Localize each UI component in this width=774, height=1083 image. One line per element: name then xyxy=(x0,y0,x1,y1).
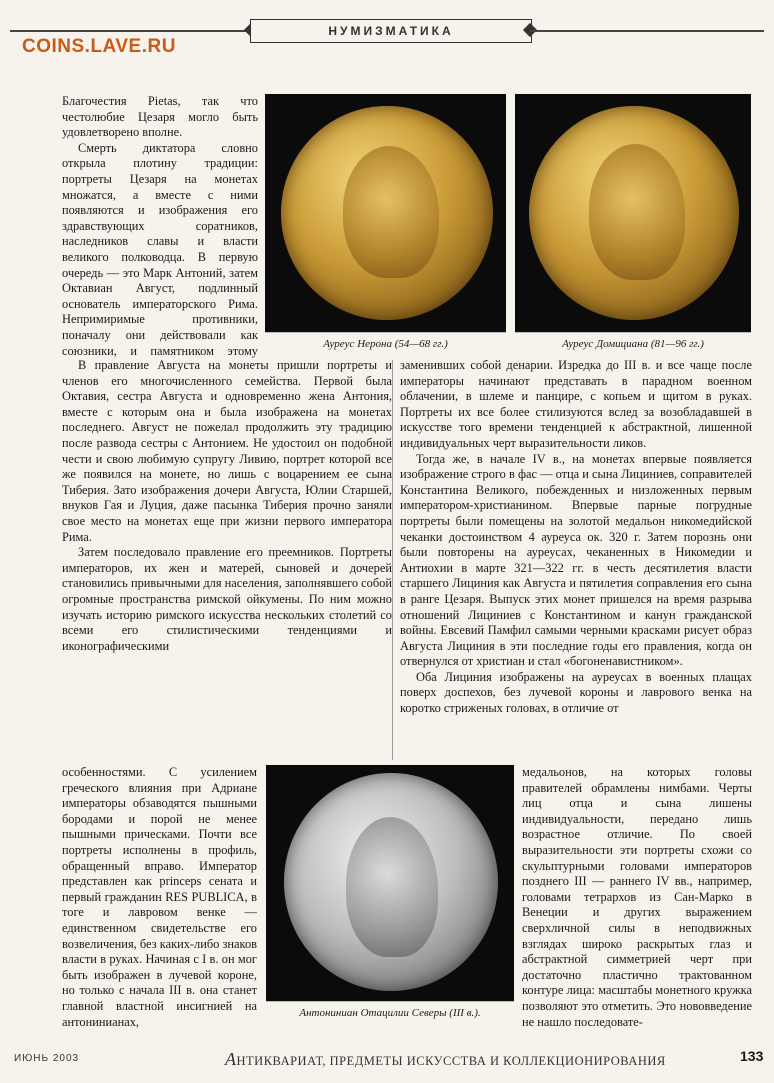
issue-date: ИЮНЬ 2003 xyxy=(14,1053,80,1064)
coin-image xyxy=(529,106,739,320)
journal-title-initial: А xyxy=(225,1049,237,1069)
column-divider xyxy=(392,360,393,760)
coin-image xyxy=(284,773,498,991)
page-number: 133 xyxy=(740,1048,764,1064)
paragraph: заменивших собой денарии. Изредка до III в. и все чаще после императоры начинают представать в парадном военном облачении, в шлеме и панцире, с копьем и щитом в руках. Портреты их все более стилизуются вслед за возобладавшей в искусстве того времени тенденцией к абстрактной, лишенной индивидуальных черт выразительности ликов. xyxy=(400,358,752,450)
paragraph: особенностями. С усилением греческого влияния при Адриане императоры обзаводятся пышными бородами и порой не менее пышными прическами. Почти все портреты исполнены в профиль, обращенный вправо. Император представлен как princeps сената и первый гражданин RES PUBLICA, в тоге и лавровом венке — единственном свидетельстве его возвеличения, без каких-либо знаков власти в руках. Начиная с I в. он мог быть изображен в лучевой короне, но только с начала III в. она станет главной властной инсигнией на антониниaнах, xyxy=(62,765,257,1029)
caption-otacilia: Антониниан Отацилии Северы (III в.). xyxy=(266,1001,514,1024)
paragraph: Благочестия Pietas, так что честолюбие Цезаря могло быть удовлетворено вполне. xyxy=(62,94,258,140)
photo-aureus-domitian xyxy=(515,94,751,332)
paragraph: Тогда же, в начале IV в., на монетах впервые появляется изображение строго в фас — отца и сына Лициниев, соправителей Константина Великого, побежденных и низложенных первым императором-христианином. Впервые парные погрудные портреты были помещены на золотой медальон никомедийской чеканки достоинством 4 ауреуса ок. 320 г. Затем порознь они были повторены на ауреусах, чеканенных в Никомедии и Антиохии в марте 321—322 гг. в честь десятилетия власти старшего Лициния как Августа и пятилетия соправления его сына в ранге Цезаря. Выпуск этих монет пришелся на время разрыва отношений Лициниев с Константином и канун гражданской войны. Евсевий Памфил самыми черными красками рисует образ Августа Лициния в эти последние годы его правления, когда он отвернулся от христиан и стал «богоненавистником». xyxy=(400,451,752,669)
paragraph: медальонов, на которых головы правителей обрамлены нимбами. Черты лиц отца и сына лишены индивидуальности, передано лишь возрастное отличие. По своей выразительности эти портреты схожи со скульптурными головами императоров позднего III — раннего IV вв., например, головами тетрархов из Сан-Марко в Венеции и других выражением сверхличной силы в неподвижных взглядах широко раскрытых глаз и абстрактной симметрией черт при достаточно пластично трактованном контуре лица: масштабы монетного кружка позволяют это отметить. Это нововведение не нашло последовате- xyxy=(522,765,752,1029)
left-column-narrow-text xyxy=(62,765,257,1033)
paragraph: Затем последовало правление его преемников. Портреты императоров, их жен и матерей, сыновей и дочерей становились привычными для населения, заполнявшего собой огромные пространства римской ойкумены. По ним можно изучать историю римского искусства нескольких столетий со всеми его стилистическими тенденциями и иконографическими xyxy=(62,545,392,653)
left-column-top-text xyxy=(62,94,258,360)
journal-title-rest: НТИКВАРИАТ, ПРЕДМЕТЫ ИСКУССТВА И КОЛЛЕКЦИОНИРОВАНИЯ xyxy=(236,1054,666,1068)
right-column-narrow-text xyxy=(522,765,752,1033)
section-title: НУМИЗМАТИКА xyxy=(250,19,532,43)
right-column-text xyxy=(400,358,752,750)
site-watermark: COINS.LAVE.RU xyxy=(22,36,176,57)
photo-antoninian-otacilia xyxy=(266,765,514,1001)
caption-domitian: Ауреус Домициана (81—96 гг.) xyxy=(515,332,751,355)
paragraph: В правление Августа на монеты пришли портреты и членов его многочисленного семейства. Первой была Октавия, сестра Августа и одновременно жена Антония, вместе с которым она и была изображена на монетах последнего. Август не пожелал продолжить эту традицию после развода сестры с Антонием. Не удостоил он подобной чести и свою любимую супругу Ливию, портрет которой все же появился на монете, но лишь с воцарением ее сына Тиберия. Зато изображения дочери Августа, Юлии Старшей, внуков Гая и Луция, даже пасынка Тиберия прочно заняли свое место на монетах еще при жизни первого императора Рима. xyxy=(62,358,392,544)
paragraph: Смерть диктатора словно открыла плотину традиции: портреты Цезаря на монетах множатся, а вместе с ними появляются и изображения его здравствующих соратников, наследников славы и власти великого полководца. В первую очередь — это Марк Антоний, затем Октавиан Август, подлинный основатель императорского Рима. Непримиримые противники, поначалу они действовали как союзники, и памятником этому xyxy=(62,140,258,358)
coin-image xyxy=(281,106,493,320)
portrait-bust xyxy=(343,146,439,278)
left-column-main-text xyxy=(62,358,392,763)
header-rule-right xyxy=(530,30,764,32)
caption-nero: Ауреус Нерона (54—68 гг.) xyxy=(265,332,506,355)
journal-title xyxy=(225,1049,666,1070)
portrait-bust xyxy=(346,817,438,957)
paragraph: Оба Лициния изображены на ауреусах в военных плащах поверх доспехов, без лучевой короны и лаврового венка на коротко стриженых головах, в отличие от xyxy=(400,669,752,716)
photo-aureus-nero xyxy=(265,94,506,332)
portrait-bust xyxy=(589,144,685,280)
header-rule-left xyxy=(10,30,250,32)
